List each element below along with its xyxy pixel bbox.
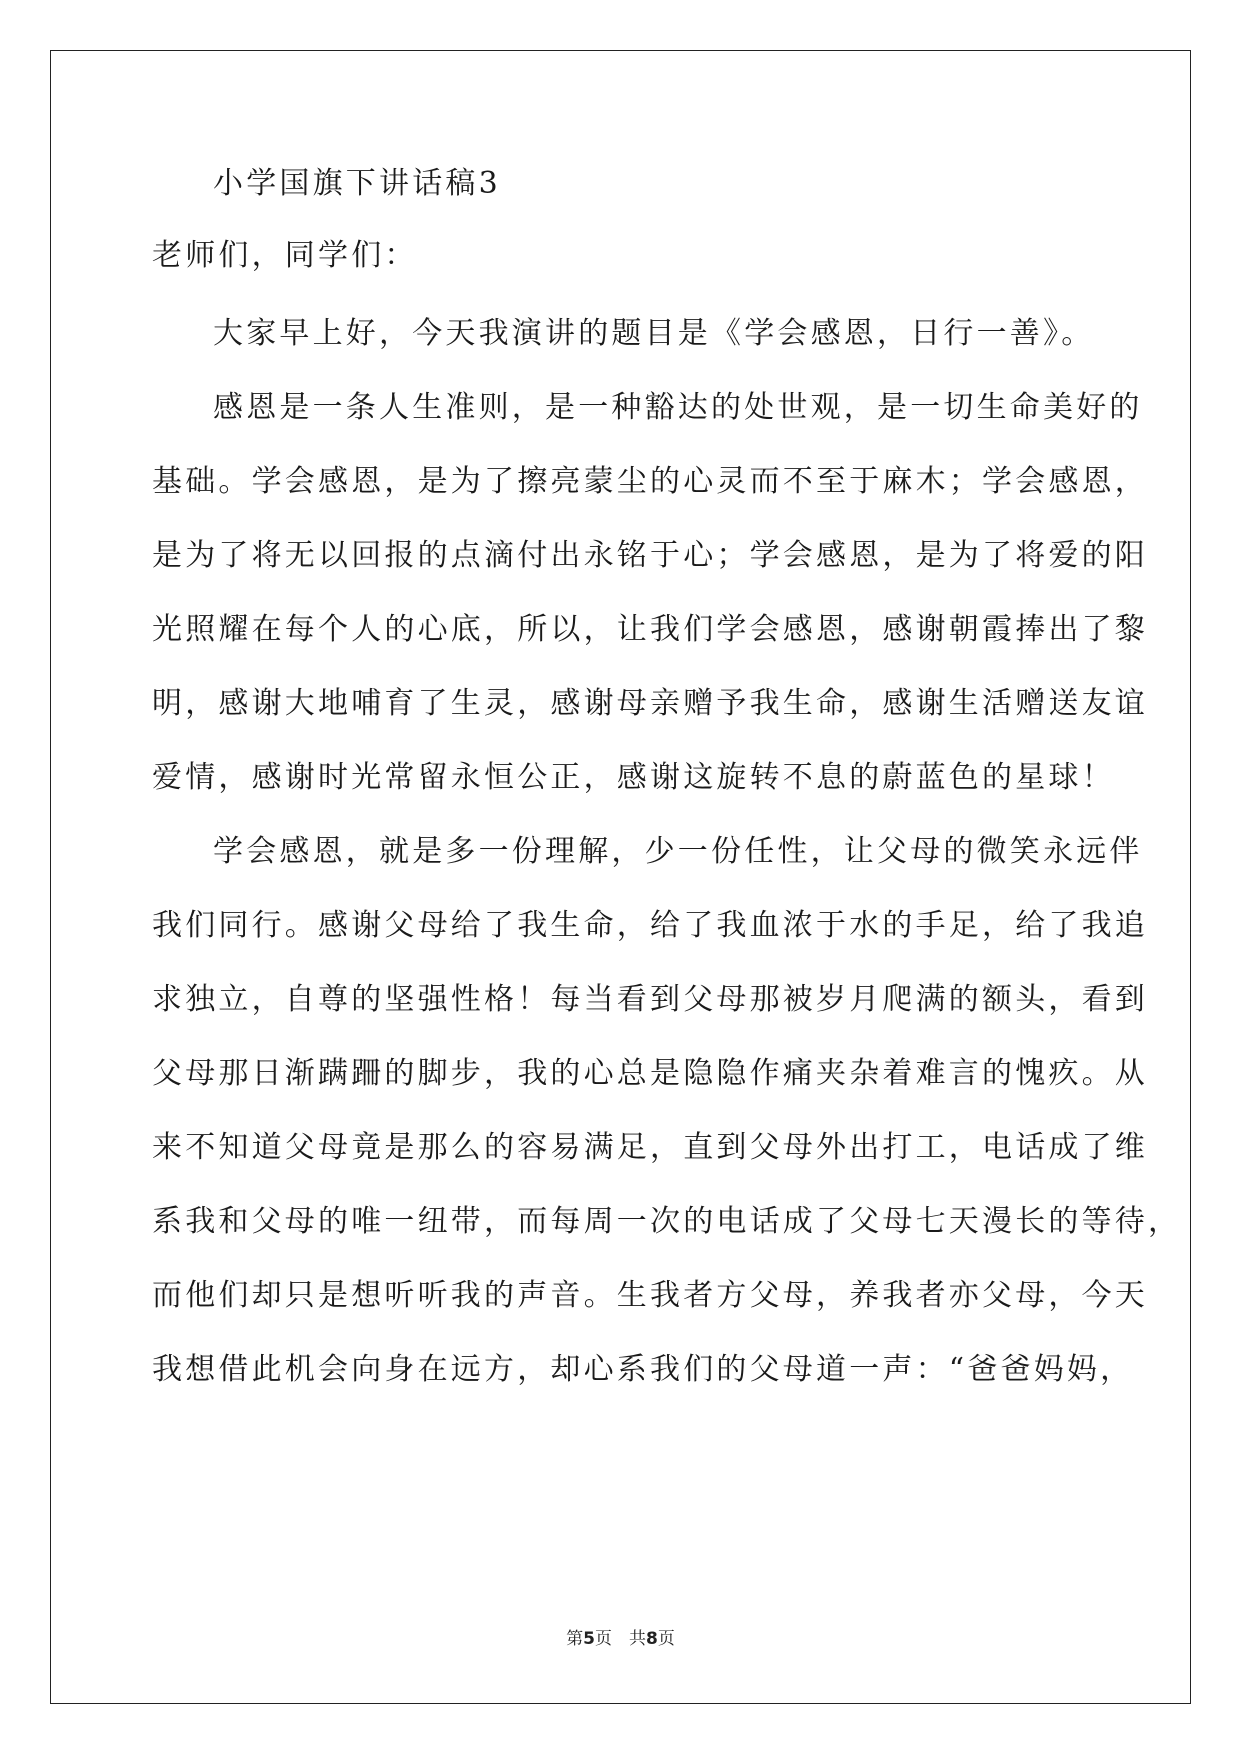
page-number-footer	[0, 1628, 1241, 1650]
text-line: 感恩是一条人生准则，是一种豁达的处世观，是一切生命美好的	[213, 390, 1143, 425]
page-suffix: 页	[657, 1629, 675, 1649]
text-line: 我想借此机会向身在远方，却心系我们的父母道一声：“爸爸妈妈，	[152, 1352, 1134, 1387]
page-mid: 页 共	[595, 1629, 646, 1649]
text-line: 来不知道父母竟是那么的容易满足，直到父母外出打工，电话成了维	[152, 1130, 1148, 1165]
text-line: 父母那日渐蹒跚的脚步，我的心总是隐隐作痛夹杂着难言的愧疚。从	[152, 1056, 1148, 1091]
text-line: 系我和父母的唯一纽带，而每周一次的电话成了父母七天漫长的等待，	[152, 1204, 1182, 1239]
page-prefix: 第	[566, 1629, 584, 1649]
page-current: 5	[583, 1629, 595, 1649]
text-line: 学会感恩，就是多一份理解，少一份任性，让父母的微笑永远伴	[213, 834, 1143, 869]
text-line: 光照耀在每个人的心底，所以，让我们学会感恩，感谢朝霞捧出了黎	[152, 612, 1148, 647]
page-total: 8	[646, 1629, 658, 1649]
salutation: 老师们，同学们：	[152, 238, 418, 273]
text-line: 明，感谢大地哺育了生灵，感谢母亲赠予我生命，感谢生活赠送友谊	[152, 686, 1148, 721]
text-line: 爱情，感谢时光常留永恒公正，感谢这旋转不息的蔚蓝色的星球！	[152, 760, 1115, 795]
document-title: 小学国旗下讲话稿3	[213, 166, 501, 201]
text-line: 而他们却只是想听听我的声音。生我者方父母，养我者亦父母，今天	[152, 1278, 1148, 1313]
text-line: 是为了将无以回报的点滴付出永铭于心；学会感恩，是为了将爱的阳	[152, 538, 1148, 573]
text-line: 大家早上好，今天我演讲的题目是《学会感恩，日行一善》。	[213, 316, 1095, 351]
page-border	[50, 50, 1191, 1704]
text-line: 基础。学会感恩，是为了擦亮蒙尘的心灵而不至于麻木；学会感恩，	[152, 464, 1148, 499]
text-line: 求独立，自尊的坚强性格！每当看到父母那被岁月爬满的额头，看到	[152, 982, 1148, 1017]
text-line: 我们同行。感谢父母给了我生命，给了我血浓于水的手足，给了我追	[152, 908, 1148, 943]
